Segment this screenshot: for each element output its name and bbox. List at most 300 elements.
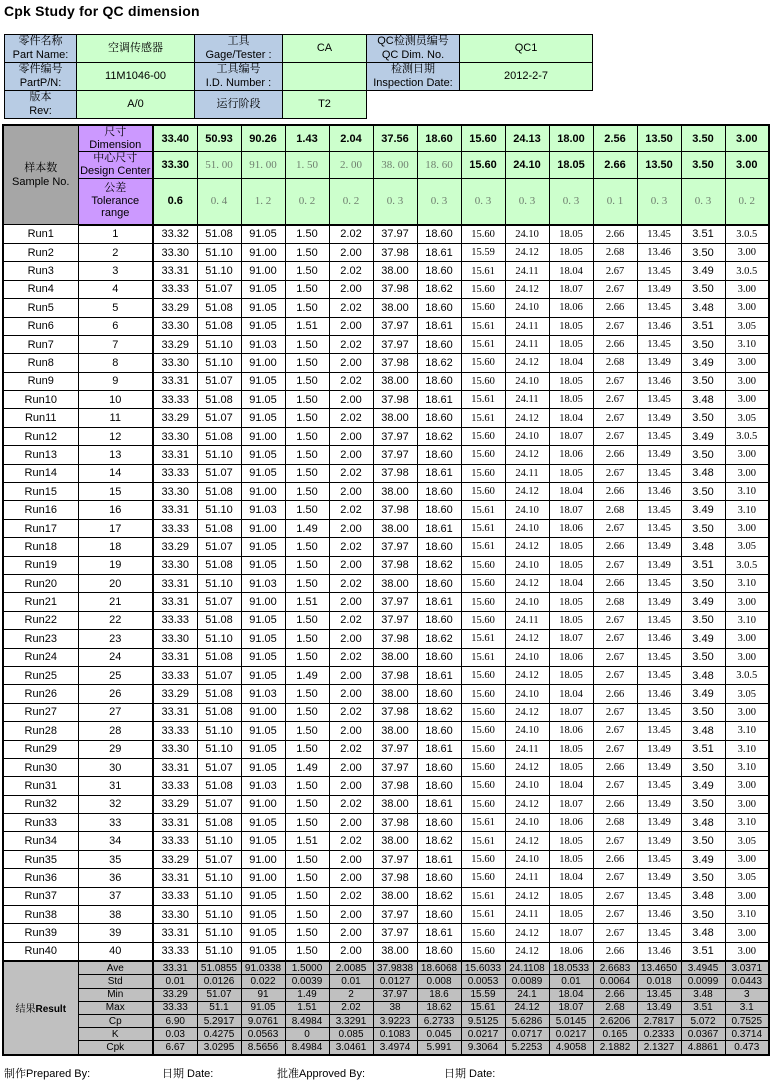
measurement-cell: 51.10: [197, 446, 241, 464]
measurement-cell: 24.10: [505, 777, 549, 795]
measurement-cell: 91.00: [241, 354, 285, 372]
measurement-cell: 3.05: [725, 869, 769, 887]
measurement-cell: 2.67: [593, 740, 637, 758]
measurement-cell: 37.98: [373, 280, 417, 298]
measurement-cell: 37.97: [373, 225, 417, 244]
measurement-cell: 2.00: [329, 427, 373, 445]
measurement-cell: 3.50: [681, 409, 725, 427]
measurement-cell: 2.67: [593, 464, 637, 482]
measurement-cell: 2.00: [329, 924, 373, 942]
result-value-cell: 2.68: [593, 1001, 637, 1014]
measurement-cell: 51.07: [197, 372, 241, 390]
result-value-cell: 33.29: [153, 988, 197, 1001]
run-row: [3, 740, 769, 758]
measurement-cell: 33.32: [153, 225, 197, 244]
measurement-cell: 15.61: [461, 887, 505, 905]
measurement-cell: 51.10: [197, 574, 241, 592]
sample-no-cell: 38: [78, 906, 153, 924]
measurement-cell: 51.10: [197, 243, 241, 261]
measurement-cell: 18.60: [417, 777, 461, 795]
measurement-cell: 13.45: [637, 391, 681, 409]
result-value-cell: 18.04: [549, 988, 593, 1001]
measurement-cell: 37.98: [373, 666, 417, 684]
empty-cell: [367, 91, 460, 119]
spec-value-cell: 13.50: [637, 152, 681, 178]
measurement-cell: 91.05: [241, 758, 285, 776]
measurement-cell: 3.05: [725, 538, 769, 556]
run-row: [3, 262, 769, 280]
measurement-cell: 1.50: [285, 335, 329, 353]
measurement-cell: 2.00: [329, 666, 373, 684]
measurement-cell: 3.10: [725, 740, 769, 758]
measurement-cell: 37.97: [373, 611, 417, 629]
measurement-cell: 3.10: [725, 501, 769, 519]
measurement-cell: 2.68: [593, 354, 637, 372]
measurement-cell: 18.62: [417, 630, 461, 648]
result-value-cell: 2.7817: [637, 1014, 681, 1027]
measurement-cell: 18.62: [417, 280, 461, 298]
measurement-cell: 51.08: [197, 299, 241, 317]
sample-no-cell: 19: [78, 556, 153, 574]
measurement-cell: 3.00: [725, 648, 769, 666]
result-row: [3, 961, 769, 975]
sample-no-cell: 14: [78, 464, 153, 482]
measurement-cell: 3.00: [725, 519, 769, 537]
measurement-cell: 91.05: [241, 722, 285, 740]
measurement-cell: 13.49: [637, 795, 681, 813]
measurement-cell: 3.0.5: [725, 556, 769, 574]
measurement-cell: 1.50: [285, 409, 329, 427]
measurement-cell: 51.08: [197, 427, 241, 445]
measurement-cell: 3.00: [725, 942, 769, 961]
measurement-cell: 33.29: [153, 795, 197, 813]
measurement-cell: 3.50: [681, 372, 725, 390]
measurement-cell: 2.67: [593, 280, 637, 298]
result-value-cell: 0.03: [153, 1028, 197, 1041]
measurement-cell: 91.05: [241, 372, 285, 390]
measurement-cell: 33.33: [153, 887, 197, 905]
result-value-cell: 6.67: [153, 1041, 197, 1055]
measurement-cell: 18.05: [549, 593, 593, 611]
measurement-cell: 13.46: [637, 372, 681, 390]
result-value-cell: 0.165: [593, 1028, 637, 1041]
result-value-cell: 0.0064: [593, 975, 637, 988]
measurement-cell: 18.61: [417, 464, 461, 482]
measurement-cell: 13.45: [637, 427, 681, 445]
measurement-cell: 2.02: [329, 574, 373, 592]
measurement-cell: 51.08: [197, 777, 241, 795]
measurement-cell: 51.08: [197, 556, 241, 574]
measurement-cell: 3.00: [725, 593, 769, 611]
measurement-cell: 18.04: [549, 574, 593, 592]
measurement-cell: 33.33: [153, 832, 197, 850]
measurement-cell: 91.05: [241, 317, 285, 335]
sample-no-cell: 7: [78, 335, 153, 353]
result-value-cell: 1.49: [285, 988, 329, 1001]
measurement-cell: 18.61: [417, 740, 461, 758]
measurement-cell: 2.02: [329, 648, 373, 666]
measurement-cell: 33.33: [153, 464, 197, 482]
measurement-cell: 24.12: [505, 942, 549, 961]
result-value-cell: 24.1: [505, 988, 549, 1001]
spec-value-cell: 18. 60: [417, 152, 461, 178]
measurement-cell: 1.50: [285, 924, 329, 942]
measurement-cell: 3.51: [681, 556, 725, 574]
part-name-label: 零件名称 Part Name:: [5, 35, 77, 63]
result-row: [3, 1001, 769, 1014]
sample-no-cell: 1: [78, 225, 153, 244]
sample-no-cell: 32: [78, 795, 153, 813]
measurement-cell: 37.97: [373, 906, 417, 924]
measurement-cell: 2.00: [329, 519, 373, 537]
result-value-cell: 37.9838: [373, 961, 417, 975]
result-value-cell: 3.0371: [725, 961, 769, 975]
measurement-cell: 3.51: [681, 225, 725, 244]
measurement-cell: 91.03: [241, 501, 285, 519]
result-value-cell: 91: [241, 988, 285, 1001]
result-value-cell: 0.0563: [241, 1028, 285, 1041]
run-label-cell: Run5: [3, 299, 78, 317]
run-row: [3, 832, 769, 850]
measurement-cell: 3.49: [681, 630, 725, 648]
run-row: [3, 483, 769, 501]
measurement-cell: 18.61: [417, 317, 461, 335]
measurement-cell: 15.60: [461, 299, 505, 317]
run-row: [3, 611, 769, 629]
measurement-cell: 13.49: [637, 740, 681, 758]
measurement-cell: 3.50: [681, 703, 725, 721]
measurement-cell: 1.50: [285, 574, 329, 592]
gage-tester-value: CA: [283, 35, 367, 63]
measurement-cell: 15.60: [461, 225, 505, 244]
spec-row: [3, 152, 769, 178]
spec-value-cell: 33.40: [153, 125, 197, 152]
measurement-cell: 2.00: [329, 758, 373, 776]
measurement-cell: 3.0.5: [725, 427, 769, 445]
sample-no-cell: 12: [78, 427, 153, 445]
measurement-cell: 18.04: [549, 262, 593, 280]
measurement-cell: 91.05: [241, 630, 285, 648]
measurement-cell: 37.98: [373, 354, 417, 372]
measurement-cell: 2.67: [593, 409, 637, 427]
measurement-cell: 3.50: [681, 869, 725, 887]
measurement-cell: 2.66: [593, 299, 637, 317]
measurement-cell: 51.10: [197, 906, 241, 924]
measurement-cell: 3.50: [681, 832, 725, 850]
measurement-cell: 2.66: [593, 225, 637, 244]
result-value-cell: 3.3291: [329, 1014, 373, 1027]
spec-value-cell: 2.56: [593, 125, 637, 152]
measurement-cell: 15.60: [461, 722, 505, 740]
measurement-cell: 1.50: [285, 391, 329, 409]
result-value-cell: 18.07: [549, 1001, 593, 1014]
info-row: [5, 91, 593, 119]
measurement-cell: 18.07: [549, 924, 593, 942]
measurement-cell: 15.61: [461, 501, 505, 519]
measurement-cell: 51.10: [197, 887, 241, 905]
run-label-cell: Run28: [3, 722, 78, 740]
sample-no-cell: 10: [78, 391, 153, 409]
measurement-cell: 13.46: [637, 317, 681, 335]
measurement-cell: 51.10: [197, 924, 241, 942]
measurement-cell: 3.50: [681, 648, 725, 666]
run-label-cell: Run17: [3, 519, 78, 537]
run-label-cell: Run37: [3, 887, 78, 905]
result-value-cell: 5.991: [417, 1041, 461, 1055]
measurement-cell: 91.05: [241, 225, 285, 244]
measurement-cell: 24.12: [505, 574, 549, 592]
measurement-cell: 24.11: [505, 906, 549, 924]
result-row: [3, 1028, 769, 1041]
run-row: [3, 722, 769, 740]
measurement-cell: 1.50: [285, 795, 329, 813]
measurement-cell: 2.00: [329, 814, 373, 832]
measurement-cell: 1.50: [285, 280, 329, 298]
measurement-cell: 1.51: [285, 317, 329, 335]
rev-value: A/0: [77, 91, 195, 119]
measurement-cell: 3.50: [681, 243, 725, 261]
spec-value-cell: 33.30: [153, 152, 197, 178]
measurement-cell: 24.11: [505, 740, 549, 758]
measurement-cell: 2.00: [329, 317, 373, 335]
measurement-cell: 18.04: [549, 354, 593, 372]
measurement-cell: 51.07: [197, 538, 241, 556]
measurement-cell: 18.60: [417, 538, 461, 556]
measurement-cell: 2.68: [593, 501, 637, 519]
measurement-cell: 15.60: [461, 427, 505, 445]
measurement-cell: 37.98: [373, 814, 417, 832]
measurement-cell: 33.33: [153, 519, 197, 537]
measurement-cell: 18.62: [417, 556, 461, 574]
result-value-cell: 0.0717: [505, 1028, 549, 1041]
measurement-cell: 2.67: [593, 391, 637, 409]
spec-value-cell: 1. 50: [285, 152, 329, 178]
measurement-cell: 91.05: [241, 538, 285, 556]
result-value-cell: 0.018: [637, 975, 681, 988]
run-row: [3, 243, 769, 261]
measurement-cell: 37.97: [373, 593, 417, 611]
run-label-cell: Run2: [3, 243, 78, 261]
measurement-cell: 3.51: [681, 317, 725, 335]
spec-row-label: 中心尺寸 Design Center: [78, 152, 153, 178]
sample-no-cell: 24: [78, 648, 153, 666]
measurement-cell: 3.00: [725, 446, 769, 464]
result-value-cell: 3.0295: [197, 1041, 241, 1055]
measurement-cell: 18.62: [417, 887, 461, 905]
measurement-cell: 2.00: [329, 280, 373, 298]
spec-value-cell: 3.50: [681, 125, 725, 152]
measurement-cell: 2.00: [329, 777, 373, 795]
run-row: [3, 409, 769, 427]
measurement-cell: 3.00: [725, 280, 769, 298]
measurement-cell: 15.60: [461, 464, 505, 482]
measurement-cell: 2.66: [593, 795, 637, 813]
measurement-cell: 2.67: [593, 427, 637, 445]
measurement-cell: 2.02: [329, 887, 373, 905]
measurement-cell: 3.00: [725, 299, 769, 317]
measurement-cell: 91.05: [241, 611, 285, 629]
run-label-cell: Run26: [3, 685, 78, 703]
run-label-cell: Run39: [3, 924, 78, 942]
measurement-cell: 2.67: [593, 372, 637, 390]
result-value-cell: 0.7525: [725, 1014, 769, 1027]
spec-value-cell: 0.6: [153, 178, 197, 225]
spec-row-label: 尺寸 Dimension: [78, 125, 153, 152]
result-value-cell: 0.0039: [285, 975, 329, 988]
measurement-cell: 24.10: [505, 593, 549, 611]
measurement-cell: 1.49: [285, 758, 329, 776]
measurement-cell: 13.45: [637, 574, 681, 592]
measurement-cell: 18.04: [549, 483, 593, 501]
measurement-cell: 3.51: [681, 942, 725, 961]
measurement-cell: 13.45: [637, 777, 681, 795]
run-row: [3, 464, 769, 482]
result-label-cell: Cpk: [78, 1041, 153, 1055]
measurement-cell: 18.05: [549, 372, 593, 390]
measurement-cell: 24.12: [505, 630, 549, 648]
measurement-cell: 51.07: [197, 409, 241, 427]
run-row: [3, 814, 769, 832]
sample-no-cell: 16: [78, 501, 153, 519]
run-label-cell: Run15: [3, 483, 78, 501]
measurement-cell: 33.30: [153, 483, 197, 501]
run-row: [3, 574, 769, 592]
measurement-cell: 2.67: [593, 869, 637, 887]
measurement-cell: 24.12: [505, 243, 549, 261]
measurement-cell: 3.10: [725, 611, 769, 629]
measurement-cell: 18.61: [417, 519, 461, 537]
measurement-cell: 2.67: [593, 630, 637, 648]
measurement-cell: 38.00: [373, 648, 417, 666]
measurement-cell: 13.45: [637, 299, 681, 317]
measurement-cell: 33.31: [153, 869, 197, 887]
measurement-cell: 2.00: [329, 869, 373, 887]
spec-value-cell: 18.60: [417, 125, 461, 152]
measurement-cell: 33.30: [153, 556, 197, 574]
measurement-cell: 18.07: [549, 501, 593, 519]
measurement-cell: 3.49: [681, 777, 725, 795]
measurement-cell: 15.60: [461, 685, 505, 703]
measurement-cell: 33.30: [153, 243, 197, 261]
measurement-cell: 37.98: [373, 777, 417, 795]
measurement-cell: 2.00: [329, 906, 373, 924]
run-row: [3, 556, 769, 574]
result-value-cell: 38: [373, 1001, 417, 1014]
measurement-cell: 51.10: [197, 354, 241, 372]
measurement-cell: 24.10: [505, 648, 549, 666]
measurement-cell: 51.07: [197, 280, 241, 298]
info-row: [5, 63, 593, 91]
measurement-cell: 2.67: [593, 519, 637, 537]
measurement-cell: 51.10: [197, 942, 241, 961]
result-value-cell: 0: [285, 1028, 329, 1041]
spec-value-cell: 51. 00: [197, 152, 241, 178]
sample-no-cell: 35: [78, 850, 153, 868]
run-row: [3, 887, 769, 905]
measurement-cell: 18.61: [417, 850, 461, 868]
sample-no-cell: 39: [78, 924, 153, 942]
measurement-cell: 33.29: [153, 335, 197, 353]
run-label-cell: Run36: [3, 869, 78, 887]
measurement-cell: 18.05: [549, 556, 593, 574]
measurement-cell: 91.05: [241, 924, 285, 942]
measurement-cell: 33.31: [153, 446, 197, 464]
measurement-cell: 38.00: [373, 299, 417, 317]
measurement-cell: 37.98: [373, 243, 417, 261]
sample-no-cell: 40: [78, 942, 153, 961]
measurement-cell: 37.97: [373, 538, 417, 556]
measurement-cell: 91.00: [241, 262, 285, 280]
measurement-cell: 13.46: [637, 630, 681, 648]
measurement-cell: 2.00: [329, 722, 373, 740]
measurement-cell: 24.12: [505, 758, 549, 776]
spec-value-cell: 2.04: [329, 125, 373, 152]
measurement-cell: 15.60: [461, 611, 505, 629]
measurement-cell: 18.05: [549, 887, 593, 905]
measurement-cell: 38.00: [373, 722, 417, 740]
measurement-cell: 1.50: [285, 354, 329, 372]
spec-value-cell: 15.60: [461, 152, 505, 178]
measurement-cell: 1.50: [285, 777, 329, 795]
measurement-cell: 13.45: [637, 924, 681, 942]
run-row: [3, 225, 769, 244]
run-label-cell: Run19: [3, 556, 78, 574]
result-value-cell: 51.07: [197, 988, 241, 1001]
measurement-cell: 3.00: [725, 850, 769, 868]
run-label-cell: Run21: [3, 593, 78, 611]
run-row: [3, 869, 769, 887]
run-row: [3, 446, 769, 464]
measurement-cell: 3.50: [681, 335, 725, 353]
approved-by-label: 批准Approved By:: [277, 1067, 366, 1080]
measurement-cell: 18.62: [417, 832, 461, 850]
measurement-cell: 2.02: [329, 703, 373, 721]
measurement-cell: 3.10: [725, 722, 769, 740]
measurement-cell: 2.02: [329, 832, 373, 850]
result-value-cell: 5.6286: [505, 1014, 549, 1027]
measurement-cell: 91.05: [241, 832, 285, 850]
sample-no-cell: 22: [78, 611, 153, 629]
measurement-cell: 51.07: [197, 758, 241, 776]
spec-value-cell: 0. 3: [373, 178, 417, 225]
measurement-cell: 91.00: [241, 427, 285, 445]
measurement-cell: 37.98: [373, 556, 417, 574]
spec-value-cell: 0. 3: [461, 178, 505, 225]
measurement-cell: 2.02: [329, 372, 373, 390]
measurement-cell: 37.97: [373, 850, 417, 868]
measurement-cell: 24.11: [505, 262, 549, 280]
measurement-cell: 18.05: [549, 740, 593, 758]
measurement-cell: 91.03: [241, 685, 285, 703]
run-label-cell: Run7: [3, 335, 78, 353]
result-value-cell: 9.3064: [461, 1041, 505, 1055]
measurement-cell: 15.60: [461, 850, 505, 868]
measurement-cell: 2.67: [593, 906, 637, 924]
measurement-cell: 15.61: [461, 391, 505, 409]
run-row: [3, 538, 769, 556]
measurement-cell: 1.50: [285, 262, 329, 280]
measurement-cell: 1.50: [285, 814, 329, 832]
measurement-cell: 3.00: [725, 795, 769, 813]
measurement-cell: 15.61: [461, 630, 505, 648]
measurement-cell: 51.08: [197, 814, 241, 832]
measurement-cell: 18.60: [417, 942, 461, 961]
measurement-cell: 18.04: [549, 777, 593, 795]
run-label-cell: Run23: [3, 630, 78, 648]
measurement-cell: 3.00: [725, 464, 769, 482]
sample-no-cell: 31: [78, 777, 153, 795]
measurement-cell: 51.08: [197, 611, 241, 629]
